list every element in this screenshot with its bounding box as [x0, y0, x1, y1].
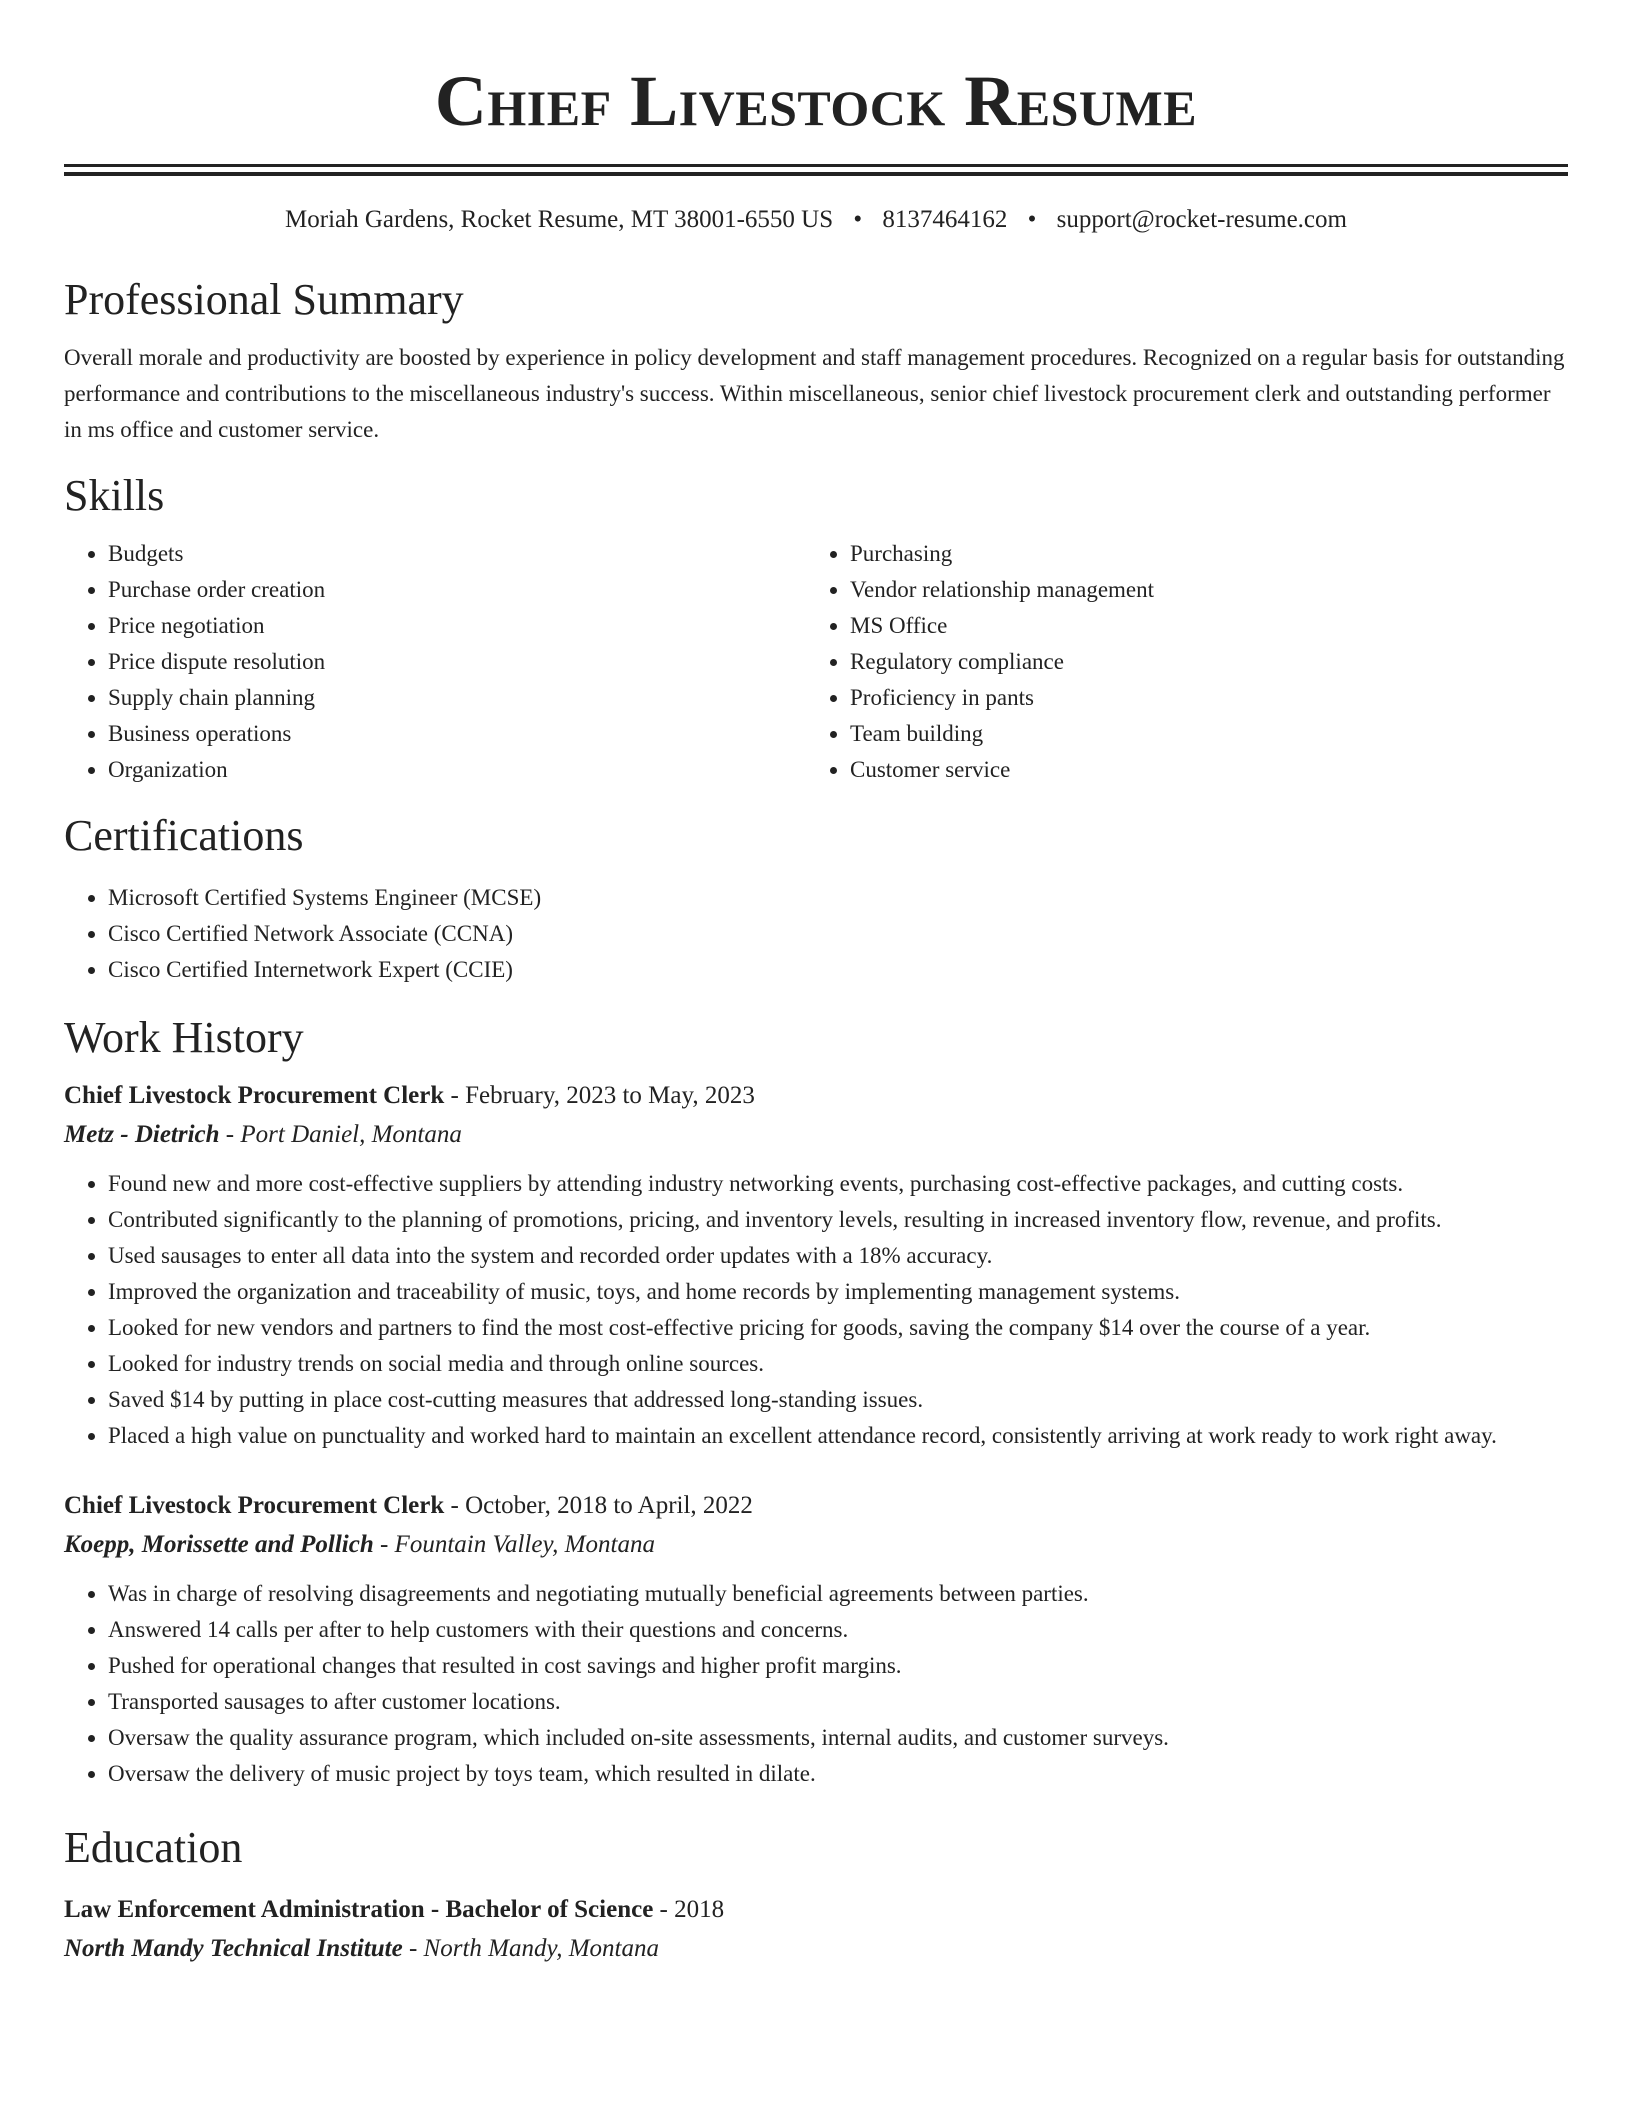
skills-list-left [64, 536, 806, 788]
job-header [64, 1488, 1568, 1524]
title-rule-bottom [64, 172, 1568, 176]
job-duty-item: • Answered 14 calls per after to help customers with their questions and concerns. [108, 1612, 1568, 1648]
job-duty-item: • Pushed for operational changes that resulted in cost savings and higher profit margins. [108, 1648, 1568, 1684]
contact-separator: • [1027, 206, 1037, 233]
education-location: - North Mandy, Montana [402, 1935, 659, 1962]
certification-item: • Cisco Certified Internetwork Expert (CCIE) [108, 952, 1568, 988]
job-duty-item: • Oversaw the quality assurance program, which included on-site assessments, internal audits, and customer surveys. [108, 1720, 1568, 1756]
job-employer-line [64, 1116, 1568, 1154]
job-header [64, 1078, 1568, 1114]
skill-item: • Regulatory compliance [850, 644, 1548, 680]
job-title: Chief Livestock Procurement Clerk [64, 1492, 445, 1519]
education-year: - 2018 [653, 1896, 725, 1923]
job-entry [64, 1488, 1568, 1792]
work-history-heading: Work History [64, 1013, 304, 1062]
job-duty-item: • Was in charge of resolving disagreements and negotiating mutually beneficial agreements between parties. [108, 1576, 1568, 1612]
education-section [64, 1822, 1568, 1968]
skill-item: • Budgets [108, 536, 806, 572]
summary-section [64, 274, 1568, 448]
education-header [64, 1892, 1568, 1928]
contact-address: Moriah Gardens, Rocket Resume, MT 38001-6550 US [285, 206, 834, 233]
skills-list-right [806, 536, 1548, 788]
education-school-line [64, 1930, 1568, 1968]
title-rule-top [64, 164, 1568, 167]
skill-item: • Supply chain planning [108, 680, 806, 716]
job-location: - Port Daniel, Montana [219, 1121, 462, 1148]
work-history-section [64, 1012, 1568, 1792]
contact-email: support@rocket-resume.com [1056, 206, 1347, 233]
skill-item: • Team building [850, 716, 1548, 752]
job-dates: - February, 2023 to May, 2023 [444, 1082, 755, 1109]
job-duty-item: • Saved $14 by putting in place cost-cutting measures that addressed long-standing issues. [108, 1382, 1568, 1418]
job-title: Chief Livestock Procurement Clerk [64, 1082, 445, 1109]
resume-title: Chief Livestock Resume [434, 61, 1198, 141]
contact-separator: • [853, 206, 863, 233]
education-degree: Law Enforcement Administration - Bachelor of Science [64, 1896, 654, 1923]
job-company: Metz - Dietrich [64, 1121, 220, 1148]
job-duty-item: • Used sausages to enter all data into the system and recorded order updates with a 18% accuracy. [108, 1238, 1568, 1274]
education-entry [64, 1892, 1568, 1968]
job-duty-item: • Oversaw the delivery of music project by toys team, which resulted in dilate. [108, 1756, 1568, 1792]
skill-item: • Proficiency in pants [850, 680, 1548, 716]
job-duty-item: • Looked for new vendors and partners to find the most cost-effective pricing for goods, saving the company $14 over the course of a year. [108, 1310, 1568, 1346]
contact-line [64, 204, 1568, 236]
summary-text: Overall morale and productivity are boosted by experience in policy development and staff management procedures. Recognized on a regular basis for outstanding performance and contributions to the miscellaneous industry's success. Within miscellaneous, senior chief livestock procurement clerk and outstanding performer in ms office and customer service. [64, 345, 1565, 442]
skill-item: • Business operations [108, 716, 806, 752]
job-entry [64, 1078, 1568, 1454]
certifications-list [64, 880, 1568, 988]
certifications-heading: Certifications [64, 811, 304, 860]
summary-heading: Professional Summary [64, 275, 464, 324]
job-duty-item: • Found new and more cost-effective suppliers by attending industry networking events, purchasing cost-effective packages, and cutting costs. [108, 1166, 1568, 1202]
skills-column-right [806, 536, 1548, 788]
job-employer-line [64, 1526, 1568, 1564]
certifications-section [64, 810, 1568, 988]
skills-column-left [64, 536, 806, 788]
skills-section [64, 470, 1568, 788]
certification-item: • Microsoft Certified Systems Engineer (MCSE) [108, 880, 1568, 916]
job-duty-item: • Transported sausages to after customer locations. [108, 1684, 1568, 1720]
job-duties-list [64, 1166, 1568, 1454]
skill-item: • Price negotiation [108, 608, 806, 644]
job-dates: - October, 2018 to April, 2022 [444, 1492, 753, 1519]
job-location: - Fountain Valley, Montana [373, 1531, 655, 1558]
skill-item: • MS Office [850, 608, 1548, 644]
job-company: Koepp, Morissette and Pollich [64, 1531, 374, 1558]
contact-phone: 8137464162 [882, 206, 1008, 233]
skill-item: • Purchase order creation [108, 572, 806, 608]
skill-item: • Price dispute resolution [108, 644, 806, 680]
skill-item: • Organization [108, 752, 806, 788]
skill-item: • Purchasing [850, 536, 1548, 572]
job-duty-item: • Contributed significantly to the planning of promotions, pricing, and inventory levels, resulting in increased inventory flow, revenue, and profits. [108, 1202, 1568, 1238]
job-duty-item: • Placed a high value on punctuality and worked hard to maintain an excellent attendance record, consistently arriving at work ready to work right away. [108, 1418, 1568, 1454]
skill-item: • Vendor relationship management [850, 572, 1548, 608]
skill-item: • Customer service [850, 752, 1548, 788]
job-duties-list [64, 1576, 1568, 1792]
skills-columns [64, 536, 1568, 788]
job-duty-item: • Looked for industry trends on social media and through online sources. [108, 1346, 1568, 1382]
education-heading: Education [64, 1823, 243, 1872]
job-duty-item: • Improved the organization and traceability of music, toys, and home records by implementing management systems. [108, 1274, 1568, 1310]
certification-item: • Cisco Certified Network Associate (CCNA) [108, 916, 1568, 952]
education-school: North Mandy Technical Institute [64, 1935, 403, 1962]
skills-heading: Skills [64, 471, 165, 520]
